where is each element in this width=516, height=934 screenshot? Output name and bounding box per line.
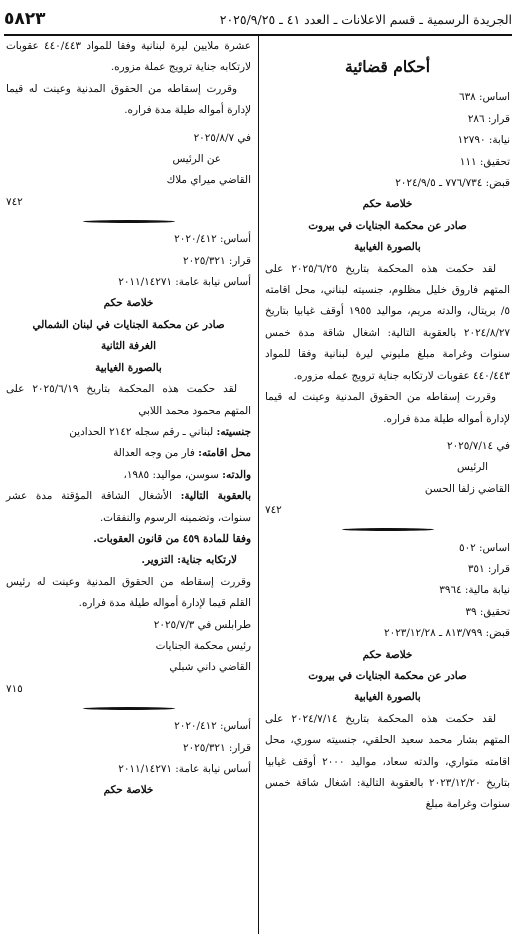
nationality-value: لبناني ـ رقم سجله ٢١٤٢ الحدادين [69,425,217,438]
residence-value: فار من وجه العدالة [113,447,199,460]
case3-penalty [6,486,251,529]
column-divider [258,36,259,934]
nationality-label: جنسيته: [216,425,251,438]
case3-court: صادر عن محكمة الجنايات في لبنان الشمالي [32,318,225,331]
case1-judge: القاضي زلفا الحسن [424,482,510,495]
case2-basis: اساس: ٥٠٢ [459,541,510,554]
case1-body: لقد حكمت هذه المحكمة بتاريخ ٢٠٢٥/٦/٢٥ على المتهم فاروق خليل مظلوم، جنسيته لبناني، محل اقامته ٥/ بريتال، والدته مريم، مواليد ١٩٥٥ أوقف غيابيا بتاريخ ٢٠٢٤/٨/٢٧ بالعقوبة التالية: اشغال شاقة مدة خمس سنوات وغرامة مبلغ مليوني ليرة لبنانية وفقا للمواد ٤٤٠/٤٤٣ عقوبات لارتكابه جناية ترويج عمله مزوره. [265,262,510,382]
case1-decision: قرار: ٢٨٦ [467,112,510,125]
case4-basis: أساس: ٢٠٢٠/٤١٢ [174,720,251,733]
case2-investigation: تحقيق: ٣٩ [465,605,510,618]
case2-arrest: قبض: ٨١٣/٧٩٩ ـ ٢٠٢٣/١٢/٢٨ [384,627,510,640]
residence-label: محل اقامته: [198,447,251,460]
case1-number: ٧٤٢ [265,504,282,517]
case1-prosecution: نيابة: ١٢٧٩٠ [457,134,510,147]
case3-rights: وقررت إسقاطه من الحقوق المدنية وعينت له رئيس القلم قيما لإدارة أمواله طيلة مدة فراره. [6,575,251,610]
gazette-title: الجريدة الرسمية ـ قسم الاعلانات ـ العدد ٤١ ـ ٢٠٢٥/٩/٢٥ [219,11,512,27]
continued-role: عن الرئيس [172,153,221,166]
case2-body: لقد حكمت هذه المحكمة بتاريخ ٢٠٢٤/٧/١٤ على المتهم بشار محمد سعيد الحلقي، جنسيته سوري، محل اقامته متواري، والدته سعاد، مواليد ٢٠٠٠ أوقف غيابيا بتاريخ ٢٠٢٣/١٢/٢٠ بالعقوبة التالية: اشغال شاقة خمس سنوات وغرامة مبلغ [265,712,510,811]
continued-text: عشرة ملايين ليرة لبنانية وفقا للمواد ٤٤٠/٤٤٣ عقوبات لارتكابه جناية ترويج عملة مزوره. [6,40,252,74]
case3-prosecution: أساس نيابة عامة: ٢٠١١/١٤٢٧١ [118,276,251,289]
case3-mode: بالصورة الغيابية [95,361,162,374]
case3-mother [6,465,251,486]
case1-mode: بالصورة الغيابية [354,241,421,254]
case1-basis: اساس: ٦٣٨ [459,91,510,104]
case4-decision: قرار: ٢٠٢٥/٣٢١ [183,741,251,754]
left-column [6,36,251,934]
case3-residence [6,443,251,464]
page-header [4,4,512,36]
penalty-value: الأشغال الشاقة المؤقتة مدة عشر سنوات، وتضمينه الرسوم والنفقات. [6,490,251,524]
mother-value: سوسن، مواليد: ١٩٨٥، [123,468,223,481]
case1-role: الرئيس [456,461,488,474]
case2-court: صادر عن محكمة الجنايات في بيروت [308,669,467,682]
case1-rights: وقررت إسقاطه من الحقوق المدنية وعينت له قيما لإدارة أمواله طيلة مدة فراره. [265,391,510,425]
case3-law: وفقا للمادة ٤٥٩ من قانون العقوبات. [93,532,251,545]
case2-summary-heading: خلاصة حكم [362,648,413,661]
continued-number: ٧٤٢ [6,195,23,208]
case3-role: رئيس محكمة الجنايات [155,639,251,652]
case1-date: في ٢٠٢٥/٧/١٤ [446,439,510,452]
case3-date: طرابلس في ٢٠٢٥/٧/٣ [153,618,251,631]
penalty-label: بالعقوبة التالية: [180,490,251,503]
right-column [265,36,510,934]
case3-judge: القاضي داني شبلي [169,661,251,674]
case3-nationality [6,422,251,443]
page-number: ٥٨٢٣ [4,9,46,29]
continued-judge: القاضي ميراي ملاك [166,174,251,187]
case2-decision: قرار: ٣٥١ [467,562,510,575]
case2-prosecution: نيابة مالية: ٣٩٦٤ [439,584,510,597]
case3-crime: لارتكابه جناية: التزوير. [141,554,237,567]
case1-court: صادر عن محكمة الجنايات في بيروت [308,219,467,232]
case4-prosecution: أساس نيابة عامة: ٢٠١١/١٤٢٧١ [118,763,251,775]
case1-summary-heading: خلاصة حكم [362,198,413,211]
case1-arrest: قبض: ٧٧٦/٧٣٤ ـ ٢٠٢٤/٩/٥ [395,177,510,190]
case3-decision: قرار: ٢٠٢٥/٣٢١ [183,254,251,267]
case3-basis: أساس: ٢٠٢٠/٤١٢ [174,233,251,246]
case3-number: ٧١٥ [6,682,23,695]
separator-ornament [6,213,251,229]
mother-label: والدته: [222,468,251,481]
continued-rights: وقررت إسقاطه من الحقوق المدنية وعينت له قيما لإدارة أمواله طيلة مدة فراره. [6,82,251,117]
case4-summary-heading: خلاصة حكم [103,784,154,797]
separator-ornament [6,700,251,716]
case2-mode: بالصورة الغيابية [354,691,421,704]
continued-date: في ٢٠٢٥/٨/٧ [193,131,251,144]
case3-summary-heading: خلاصة حكم [103,297,154,310]
case3-chamber: الغرفة الثانية [101,340,156,353]
separator-ornament [265,522,510,538]
case1-investigation: تحقيق: ١١١ [459,155,510,168]
section-title: أحكام قضائية [344,57,431,76]
case3-body: لقد حكمت هذه المحكمة بتاريخ ٢٠٢٥/٦/١٩ على المتهم محمود محمد اللابي [6,383,251,417]
